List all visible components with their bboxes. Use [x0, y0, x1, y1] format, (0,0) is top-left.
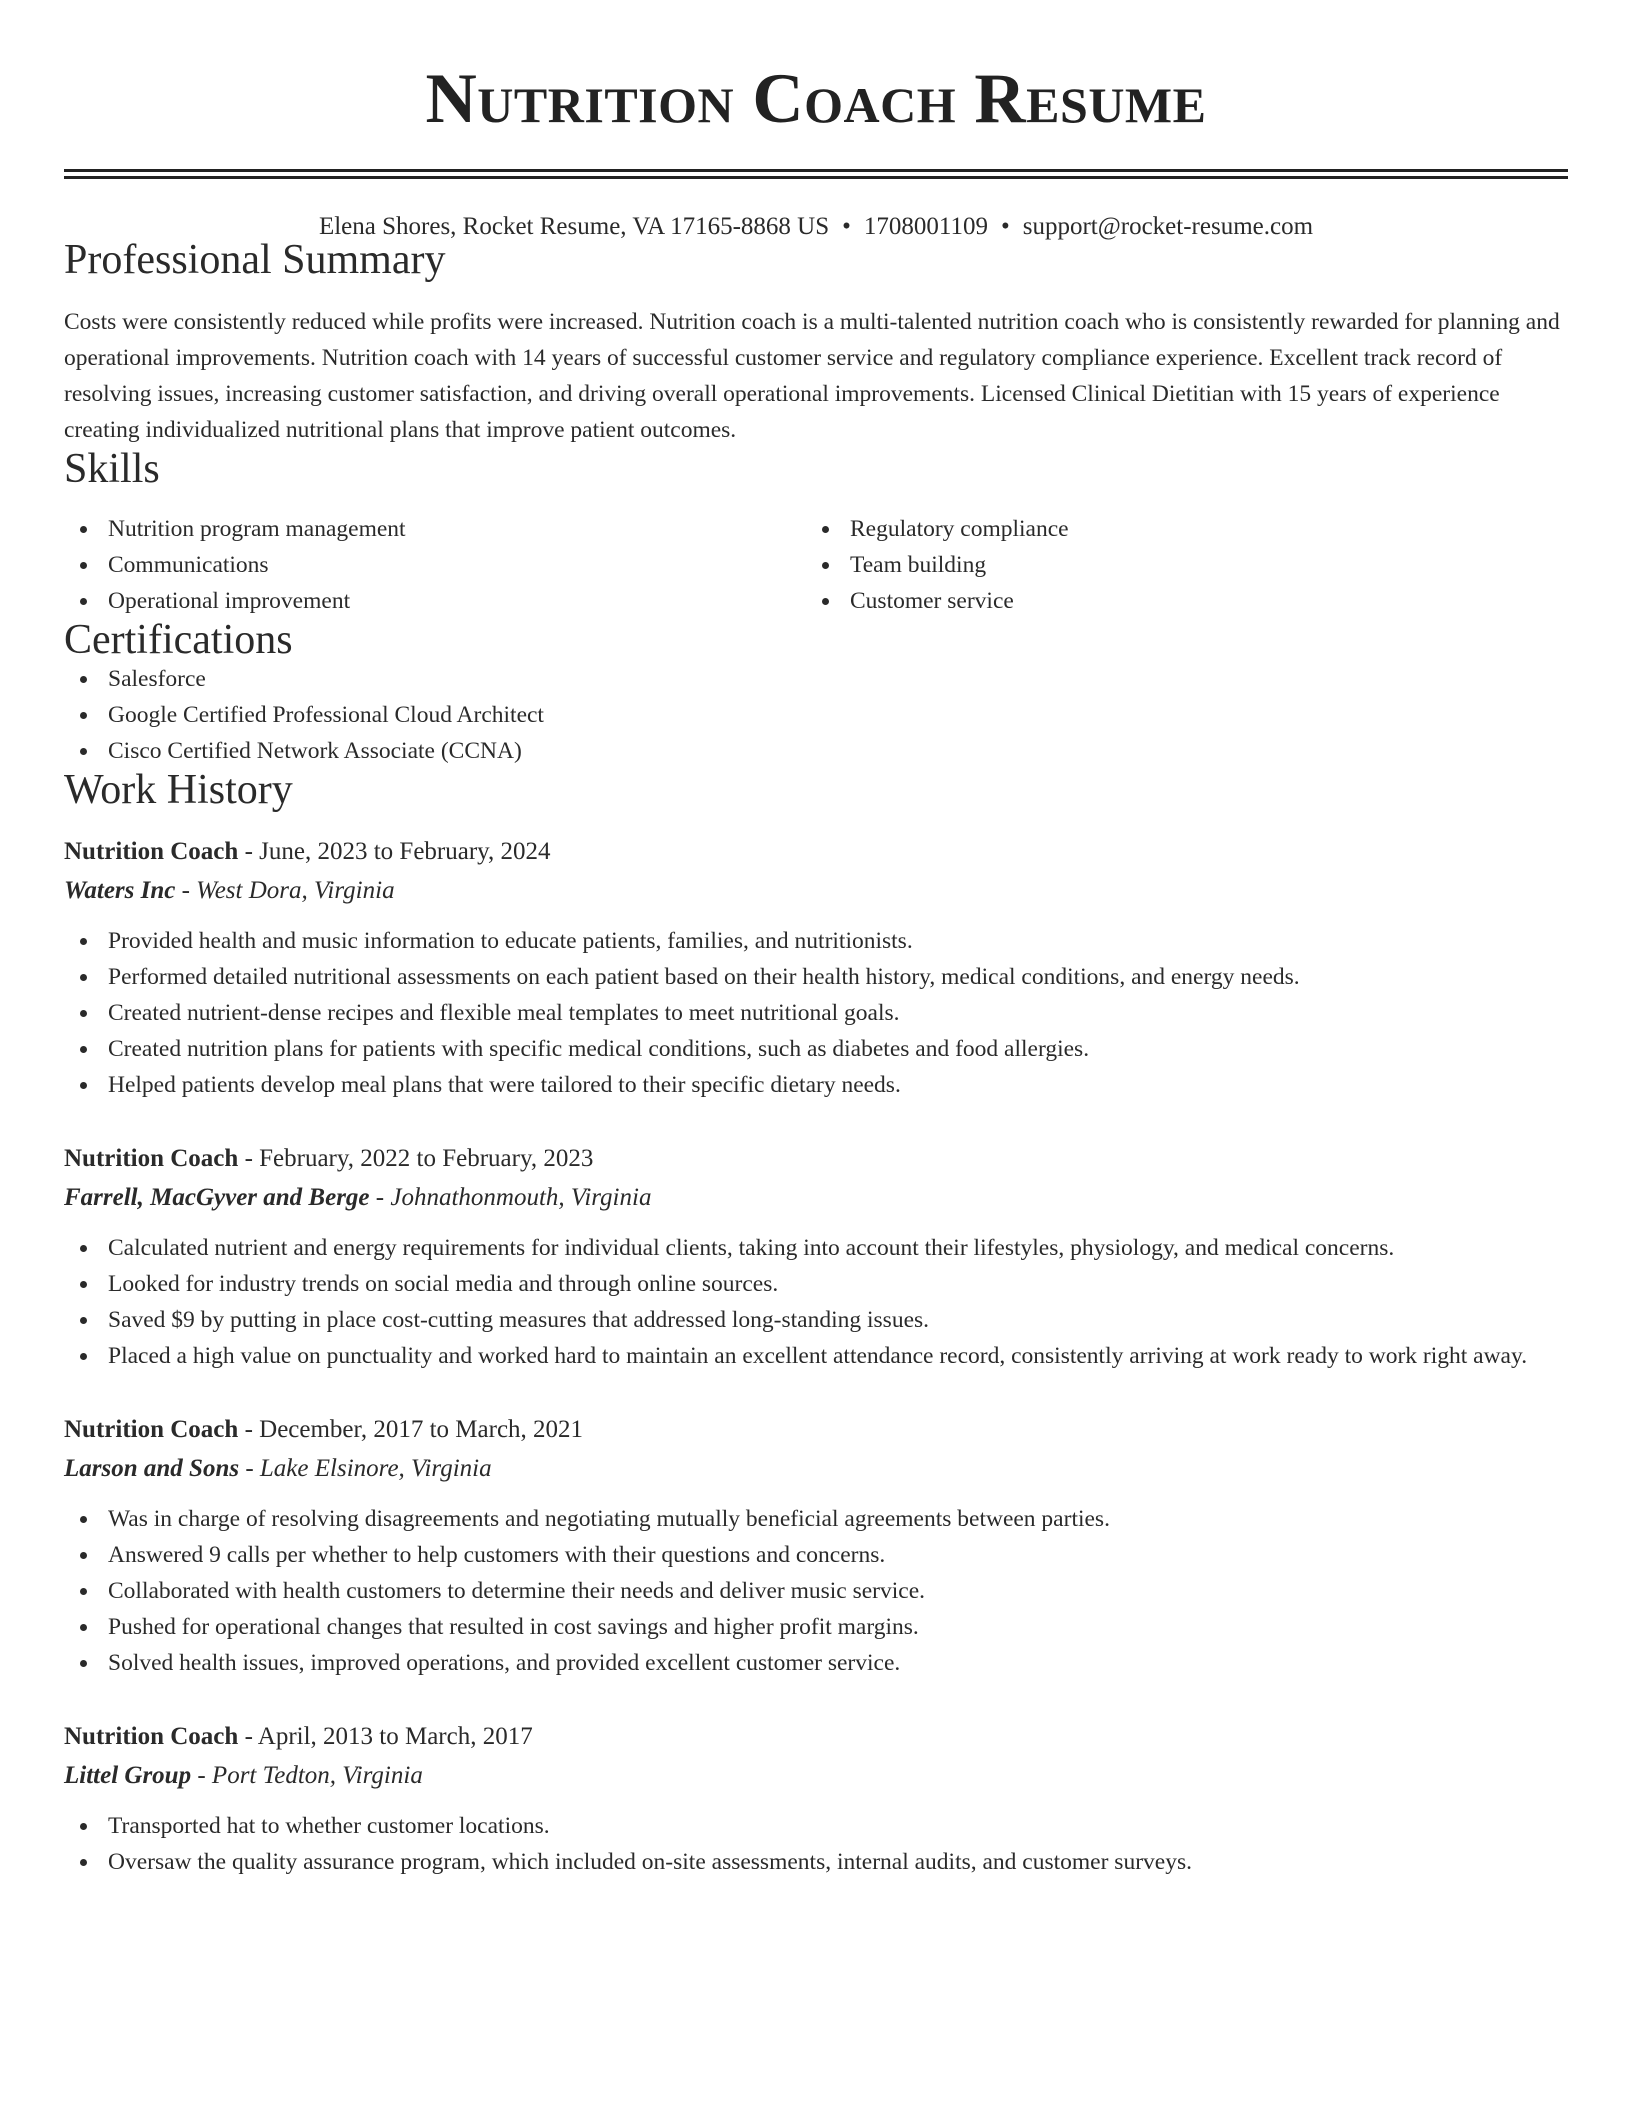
job-duty: Looked for industry trends on social media and through online sources.	[64, 1266, 1568, 1302]
title-double-rule	[64, 169, 1568, 179]
job-dates: - December, 2017 to March, 2021	[238, 1416, 584, 1443]
job-location: - Johnathonmouth, Virginia	[369, 1184, 652, 1211]
job-duty: Oversaw the quality assurance program, which included on-site assessments, internal audits, and customer surveys.	[64, 1844, 1568, 1880]
job-duty: Created nutrient-dense recipes and flexible meal templates to meet nutritional goals.	[64, 995, 1568, 1031]
skills-heading: Skills	[64, 446, 160, 492]
job-duty: Provided health and music information to educate patients, families, and nutritionists.	[64, 923, 1568, 959]
job-duty: Solved health issues, improved operations, and provided excellent customer service.	[64, 1645, 1568, 1681]
job-duties-list	[64, 1230, 1568, 1374]
skills-column-right	[806, 511, 1548, 619]
job-duty: Calculated nutrient and energy requirements for individual clients, taking into account their lifestyles, physiology, and medical concerns.	[64, 1230, 1568, 1266]
summary-heading: Professional Summary	[64, 237, 446, 283]
job-duty: Pushed for operational changes that resulted in cost savings and higher profit margins.	[64, 1609, 1568, 1645]
contact-line	[64, 214, 1568, 239]
certification-item: Google Certified Professional Cloud Architect	[64, 697, 1568, 733]
certification-item: Cisco Certified Network Associate (CCNA)	[64, 733, 1568, 769]
contact-phone: 1708001109	[863, 213, 988, 240]
skill-item: Communications	[64, 547, 806, 583]
job-duty: Performed detailed nutritional assessments on each patient based on their health history, medical conditions, and energy needs.	[64, 959, 1568, 995]
job-company: Larson and Sons	[64, 1455, 240, 1482]
job-role: Nutrition Coach	[64, 1416, 239, 1443]
job-location: - Lake Elsinore, Virginia	[239, 1455, 492, 1482]
skill-item: Operational improvement	[64, 583, 806, 619]
job-title-line	[64, 1719, 1568, 1755]
job-company-line	[64, 1451, 1568, 1487]
skills-list-left	[64, 511, 806, 619]
job-location: - Port Tedton, Virginia	[191, 1762, 423, 1789]
job-title-line	[64, 1141, 1568, 1177]
job-location: - West Dora, Virginia	[175, 877, 395, 904]
contact-email: support@rocket-resume.com	[1022, 213, 1314, 240]
job-duties-list	[64, 923, 1568, 1103]
skills-column-left	[64, 511, 806, 619]
job-company-line	[64, 1758, 1568, 1794]
job-duty: Saved $9 by putting in place cost-cutting measures that addressed long-standing issues.	[64, 1302, 1568, 1338]
job-role: Nutrition Coach	[64, 1723, 239, 1750]
skill-item: Nutrition program management	[64, 511, 806, 547]
job-duty: Collaborated with health customers to determine their needs and deliver music service.	[64, 1573, 1568, 1609]
job-duty: Placed a high value on punctuality and worked hard to maintain an excellent attendance record, consistently arriving at work ready to work right away.	[64, 1338, 1568, 1374]
job-duty: Created nutrition plans for patients with specific medical conditions, such as diabetes and food allergies.	[64, 1031, 1568, 1067]
skills-list-right	[806, 511, 1548, 619]
contact-separator: •	[842, 213, 851, 240]
work-history-heading: Work History	[64, 767, 293, 813]
skill-item: Customer service	[806, 583, 1548, 619]
summary-text: Costs were consistently reduced while profits were increased. Nutrition coach is a multi-talented nutrition coach who is consistently rewarded for planning and operational improvements. Nutrition coach with 14 years of successful customer service and regulatory compliance experience. Excellent track record of resolving issues, increasing customer satisfaction, and driving overall operational improvements. Licensed Clinical Dietitian with 15 years of experience creating individualized nutritional plans that improve patient outcomes.	[64, 309, 1560, 443]
job-duties-list	[64, 1501, 1568, 1681]
job-entry	[64, 834, 1568, 1103]
job-duty: Transported hat to whether customer locations.	[64, 1808, 1568, 1844]
certification-item: Salesforce	[64, 661, 1568, 697]
contact-address: Elena Shores, Rocket Resume, VA 17165-8868 US	[318, 213, 830, 240]
job-duty: Answered 9 calls per whether to help customers with their questions and concerns.	[64, 1537, 1568, 1573]
job-title-line	[64, 834, 1568, 870]
skill-item: Regulatory compliance	[806, 511, 1548, 547]
job-title-line	[64, 1412, 1568, 1448]
job-company: Littel Group	[64, 1762, 192, 1789]
job-entry	[64, 1141, 1568, 1374]
resume-title: Nutrition Coach Resume	[425, 60, 1207, 138]
job-company: Farrell, MacGyver and Berge	[64, 1184, 370, 1211]
job-duties-list	[64, 1808, 1568, 1880]
job-role: Nutrition Coach	[64, 1145, 239, 1172]
contact-separator: •	[1000, 213, 1010, 240]
job-entry	[64, 1412, 1568, 1681]
skill-item: Team building	[806, 547, 1548, 583]
job-duty: Was in charge of resolving disagreements and negotiating mutually beneficial agreements between parties.	[64, 1501, 1568, 1537]
job-role: Nutrition Coach	[64, 838, 239, 865]
certifications-heading: Certifications	[64, 617, 293, 663]
job-company-line	[64, 1180, 1568, 1216]
job-dates: - April, 2013 to March, 2017	[238, 1723, 533, 1750]
certifications-list	[64, 661, 1568, 769]
job-dates: - February, 2022 to February, 2023	[238, 1145, 594, 1172]
job-dates: - June, 2023 to February, 2024	[238, 838, 551, 865]
job-duty: Helped patients develop meal plans that were tailored to their specific dietary needs.	[64, 1067, 1568, 1103]
job-company: Waters Inc	[64, 877, 176, 904]
skills-grid	[64, 511, 1568, 619]
job-entry	[64, 1719, 1568, 1880]
job-company-line	[64, 873, 1568, 909]
